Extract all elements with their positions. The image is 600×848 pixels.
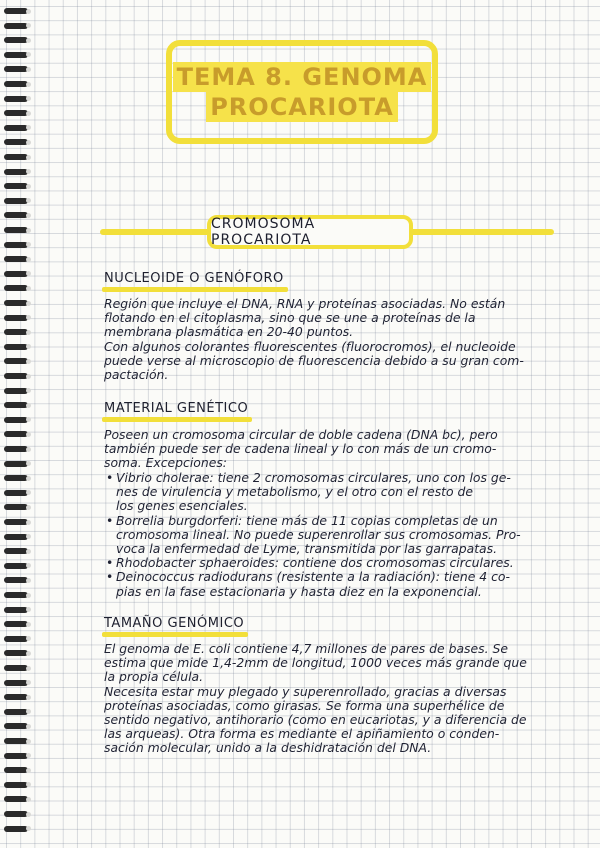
spiral-hole (26, 782, 31, 787)
section-title: CROMOSOMA PROCARIOTA (211, 216, 316, 248)
spiral-hole (26, 111, 31, 116)
spiral-hole (26, 432, 31, 437)
spiral-hole (26, 593, 31, 598)
spiral-ring (4, 446, 28, 452)
text-line: Poseen un cromosoma circular de doble cadena (DNA bc), pero (104, 428, 498, 442)
spiral-hole (26, 344, 31, 349)
spiral-ring (4, 227, 28, 233)
spiral-ring (4, 753, 28, 759)
text-line: también puede ser de cadena lineal y lo con más de un cromo- (104, 442, 497, 457)
spiral-hole (26, 82, 31, 87)
spiral-hole (26, 666, 31, 671)
list-item (104, 556, 566, 570)
spiral-hole (26, 271, 31, 276)
spiral-hole (26, 417, 31, 422)
heading-tamano-genomico: TAMAÑO GENÓMICO (104, 616, 245, 631)
spiral-ring (4, 402, 28, 408)
spiral-hole (26, 242, 31, 247)
text-line: Necesita estar muy plegado y superenrollado, gracias a diversas (104, 684, 507, 699)
section-box (207, 215, 413, 249)
spiral-ring (4, 139, 28, 145)
spiral-ring (4, 665, 28, 671)
text-line: El genoma de E. coli contiene 4,7 millones de pares de bases. Se (104, 642, 508, 656)
paragraph-material-intro (104, 428, 564, 471)
spiral-hole (26, 359, 31, 364)
spiral-ring (4, 431, 28, 437)
spiral-ring (4, 110, 28, 116)
text-line: flotando en el citoplasma, sino que se une a proteínas de la (104, 311, 476, 326)
spiral-ring (4, 519, 28, 525)
list-item (104, 471, 566, 514)
spiral-ring (4, 344, 28, 350)
spiral-hole (26, 578, 31, 583)
spiral-ring (4, 23, 28, 29)
text-line: nes de virulencia y metabolismo, y el otro con el resto de (116, 484, 474, 500)
text-line: • Borrelia burgdorferi: tiene más de 11 copias completas de un (116, 512, 498, 528)
spiral-hole (26, 724, 31, 729)
spiral-ring (4, 826, 28, 832)
spiral-ring (4, 256, 28, 262)
spiral-hole (26, 476, 31, 481)
title-line-1: TEMA 8. GENOMA (173, 62, 432, 92)
text-line: membrana plasmática en 20-40 puntos. (104, 325, 354, 340)
spiral-ring (4, 782, 28, 788)
spiral-ring (4, 388, 28, 394)
spiral-hole (26, 636, 31, 641)
text-line: estima que mide 1,4-2mm de longitud, 1000 veces más grande que (104, 656, 527, 671)
spiral-ring (4, 592, 28, 598)
spiral-hole (26, 155, 31, 160)
title-box (166, 40, 438, 144)
spiral-hole (26, 330, 31, 335)
spiral-ring (4, 198, 28, 204)
spiral-hole (26, 125, 31, 130)
spiral-ring (4, 96, 28, 102)
spiral-ring (4, 315, 28, 321)
spiral-ring (4, 534, 28, 540)
spiral-hole (26, 622, 31, 627)
heading-nucleoide: NUCLEOIDE O GENÓFORO (104, 271, 284, 286)
paragraph-tamano (104, 642, 564, 756)
spiral-ring (4, 212, 28, 218)
spiral-hole (26, 96, 31, 101)
text-line: voca la enfermedad de Lyme, transmitida por las garrapatas. (116, 541, 498, 557)
spiral-ring (4, 767, 28, 773)
spiral-ring (4, 621, 28, 627)
spiral-ring (4, 709, 28, 715)
spiral-ring (4, 329, 28, 335)
text-line: soma. Excepciones: (104, 456, 227, 471)
spiral-ring (4, 723, 28, 729)
spiral-ring (4, 607, 28, 613)
spiral-hole (26, 257, 31, 262)
spiral-hole (26, 213, 31, 218)
spiral-hole (26, 67, 31, 72)
spiral-hole (26, 169, 31, 174)
spiral-ring (4, 373, 28, 379)
paragraph-nucleoide (104, 297, 564, 382)
spiral-hole (26, 753, 31, 758)
text-line: • Rhodobacter sphaeroides: contiene dos cromosomas circulares. (116, 555, 514, 571)
spiral-hole (26, 388, 31, 393)
spiral-hole (26, 505, 31, 510)
spiral-ring (4, 811, 28, 817)
spiral-ring (4, 271, 28, 277)
spiral-ring (4, 490, 28, 496)
spiral-hole (26, 797, 31, 802)
spiral-ring (4, 154, 28, 160)
heading-material-genetico: MATERIAL GENÉTICO (104, 401, 249, 416)
spiral-hole (26, 534, 31, 539)
spiral-ring (4, 504, 28, 510)
spiral-hole (26, 52, 31, 57)
text-line: • Vibrio cholerae: tiene 2 cromosomas circulares, uno con los ge- (116, 470, 511, 485)
spiral-binding (0, 0, 34, 848)
text-line: • Deinococcus radiodurans (resistente a la radiación): tiene 4 co- (116, 569, 510, 585)
spiral-ring (4, 738, 28, 744)
spiral-ring (4, 636, 28, 642)
spiral-ring (4, 475, 28, 481)
spiral-hole (26, 768, 31, 773)
spiral-hole (26, 374, 31, 379)
spiral-ring (4, 8, 28, 14)
spiral-hole (26, 695, 31, 700)
spiral-ring (4, 680, 28, 686)
spiral-ring (4, 548, 28, 554)
spiral-hole (26, 9, 31, 14)
spiral-ring (4, 242, 28, 248)
spiral-hole (26, 23, 31, 28)
spiral-hole (26, 301, 31, 306)
spiral-hole (26, 709, 31, 714)
text-line: Región que incluye el DNA, RNA y proteínas asociadas. No están (104, 297, 506, 311)
list-item (104, 570, 566, 598)
spiral-ring (4, 694, 28, 700)
title-line-2: PROCARIOTA (206, 92, 398, 122)
text-line: sentido negativo, antihorario (como en eucariotas, y a diferencia de (104, 713, 527, 728)
spiral-ring (4, 52, 28, 58)
spiral-ring (4, 285, 28, 291)
text-line: la propia célula. (104, 670, 204, 685)
text-line: los genes esenciales. (116, 498, 248, 514)
spiral-hole (26, 447, 31, 452)
text-line: pactación. (104, 368, 169, 383)
text-line: cromosoma lineal. No puede superenrollar sus cromosomas. Pro- (116, 526, 521, 542)
spiral-hole (26, 607, 31, 612)
spiral-hole (26, 184, 31, 189)
spiral-hole (26, 563, 31, 568)
spiral-ring (4, 417, 28, 423)
spiral-hole (26, 549, 31, 554)
spiral-ring (4, 81, 28, 87)
spiral-hole (26, 198, 31, 203)
spiral-hole (26, 651, 31, 656)
spiral-hole (26, 315, 31, 320)
text-line: pias en la fase estacionaria y hasta diez en la exponencial. (116, 583, 482, 599)
spiral-ring (4, 300, 28, 306)
spiral-hole (26, 286, 31, 291)
text-line: Con algunos colorantes fluorescentes (fluorocromos), el nucleoide (104, 339, 516, 354)
list-item (104, 514, 566, 557)
text-line: proteínas asociadas, como girasas. Se forma una superhélice de (104, 698, 505, 713)
spiral-ring (4, 66, 28, 72)
spiral-ring (4, 461, 28, 467)
spiral-ring (4, 125, 28, 131)
exceptions-list (104, 471, 566, 599)
spiral-hole (26, 739, 31, 744)
spiral-ring (4, 563, 28, 569)
spiral-ring (4, 796, 28, 802)
text-line: puede verse al microscopio de fluorescencia debido a su gran com- (104, 353, 524, 368)
text-line: sación molecular, unido a la deshidratación del DNA. (104, 741, 432, 756)
spiral-hole (26, 520, 31, 525)
spiral-hole (26, 228, 31, 233)
spiral-hole (26, 490, 31, 495)
spiral-ring (4, 183, 28, 189)
spiral-ring (4, 650, 28, 656)
spiral-ring (4, 577, 28, 583)
spiral-ring (4, 358, 28, 364)
spiral-ring (4, 169, 28, 175)
spiral-hole (26, 461, 31, 466)
spiral-hole (26, 140, 31, 145)
spiral-hole (26, 826, 31, 831)
spiral-hole (26, 812, 31, 817)
spiral-hole (26, 680, 31, 685)
spiral-ring (4, 37, 28, 43)
spiral-hole (26, 38, 31, 43)
text-line: las arqueas). Otra forma es mediante el apiñamiento o conden- (104, 727, 500, 742)
spiral-hole (26, 403, 31, 408)
